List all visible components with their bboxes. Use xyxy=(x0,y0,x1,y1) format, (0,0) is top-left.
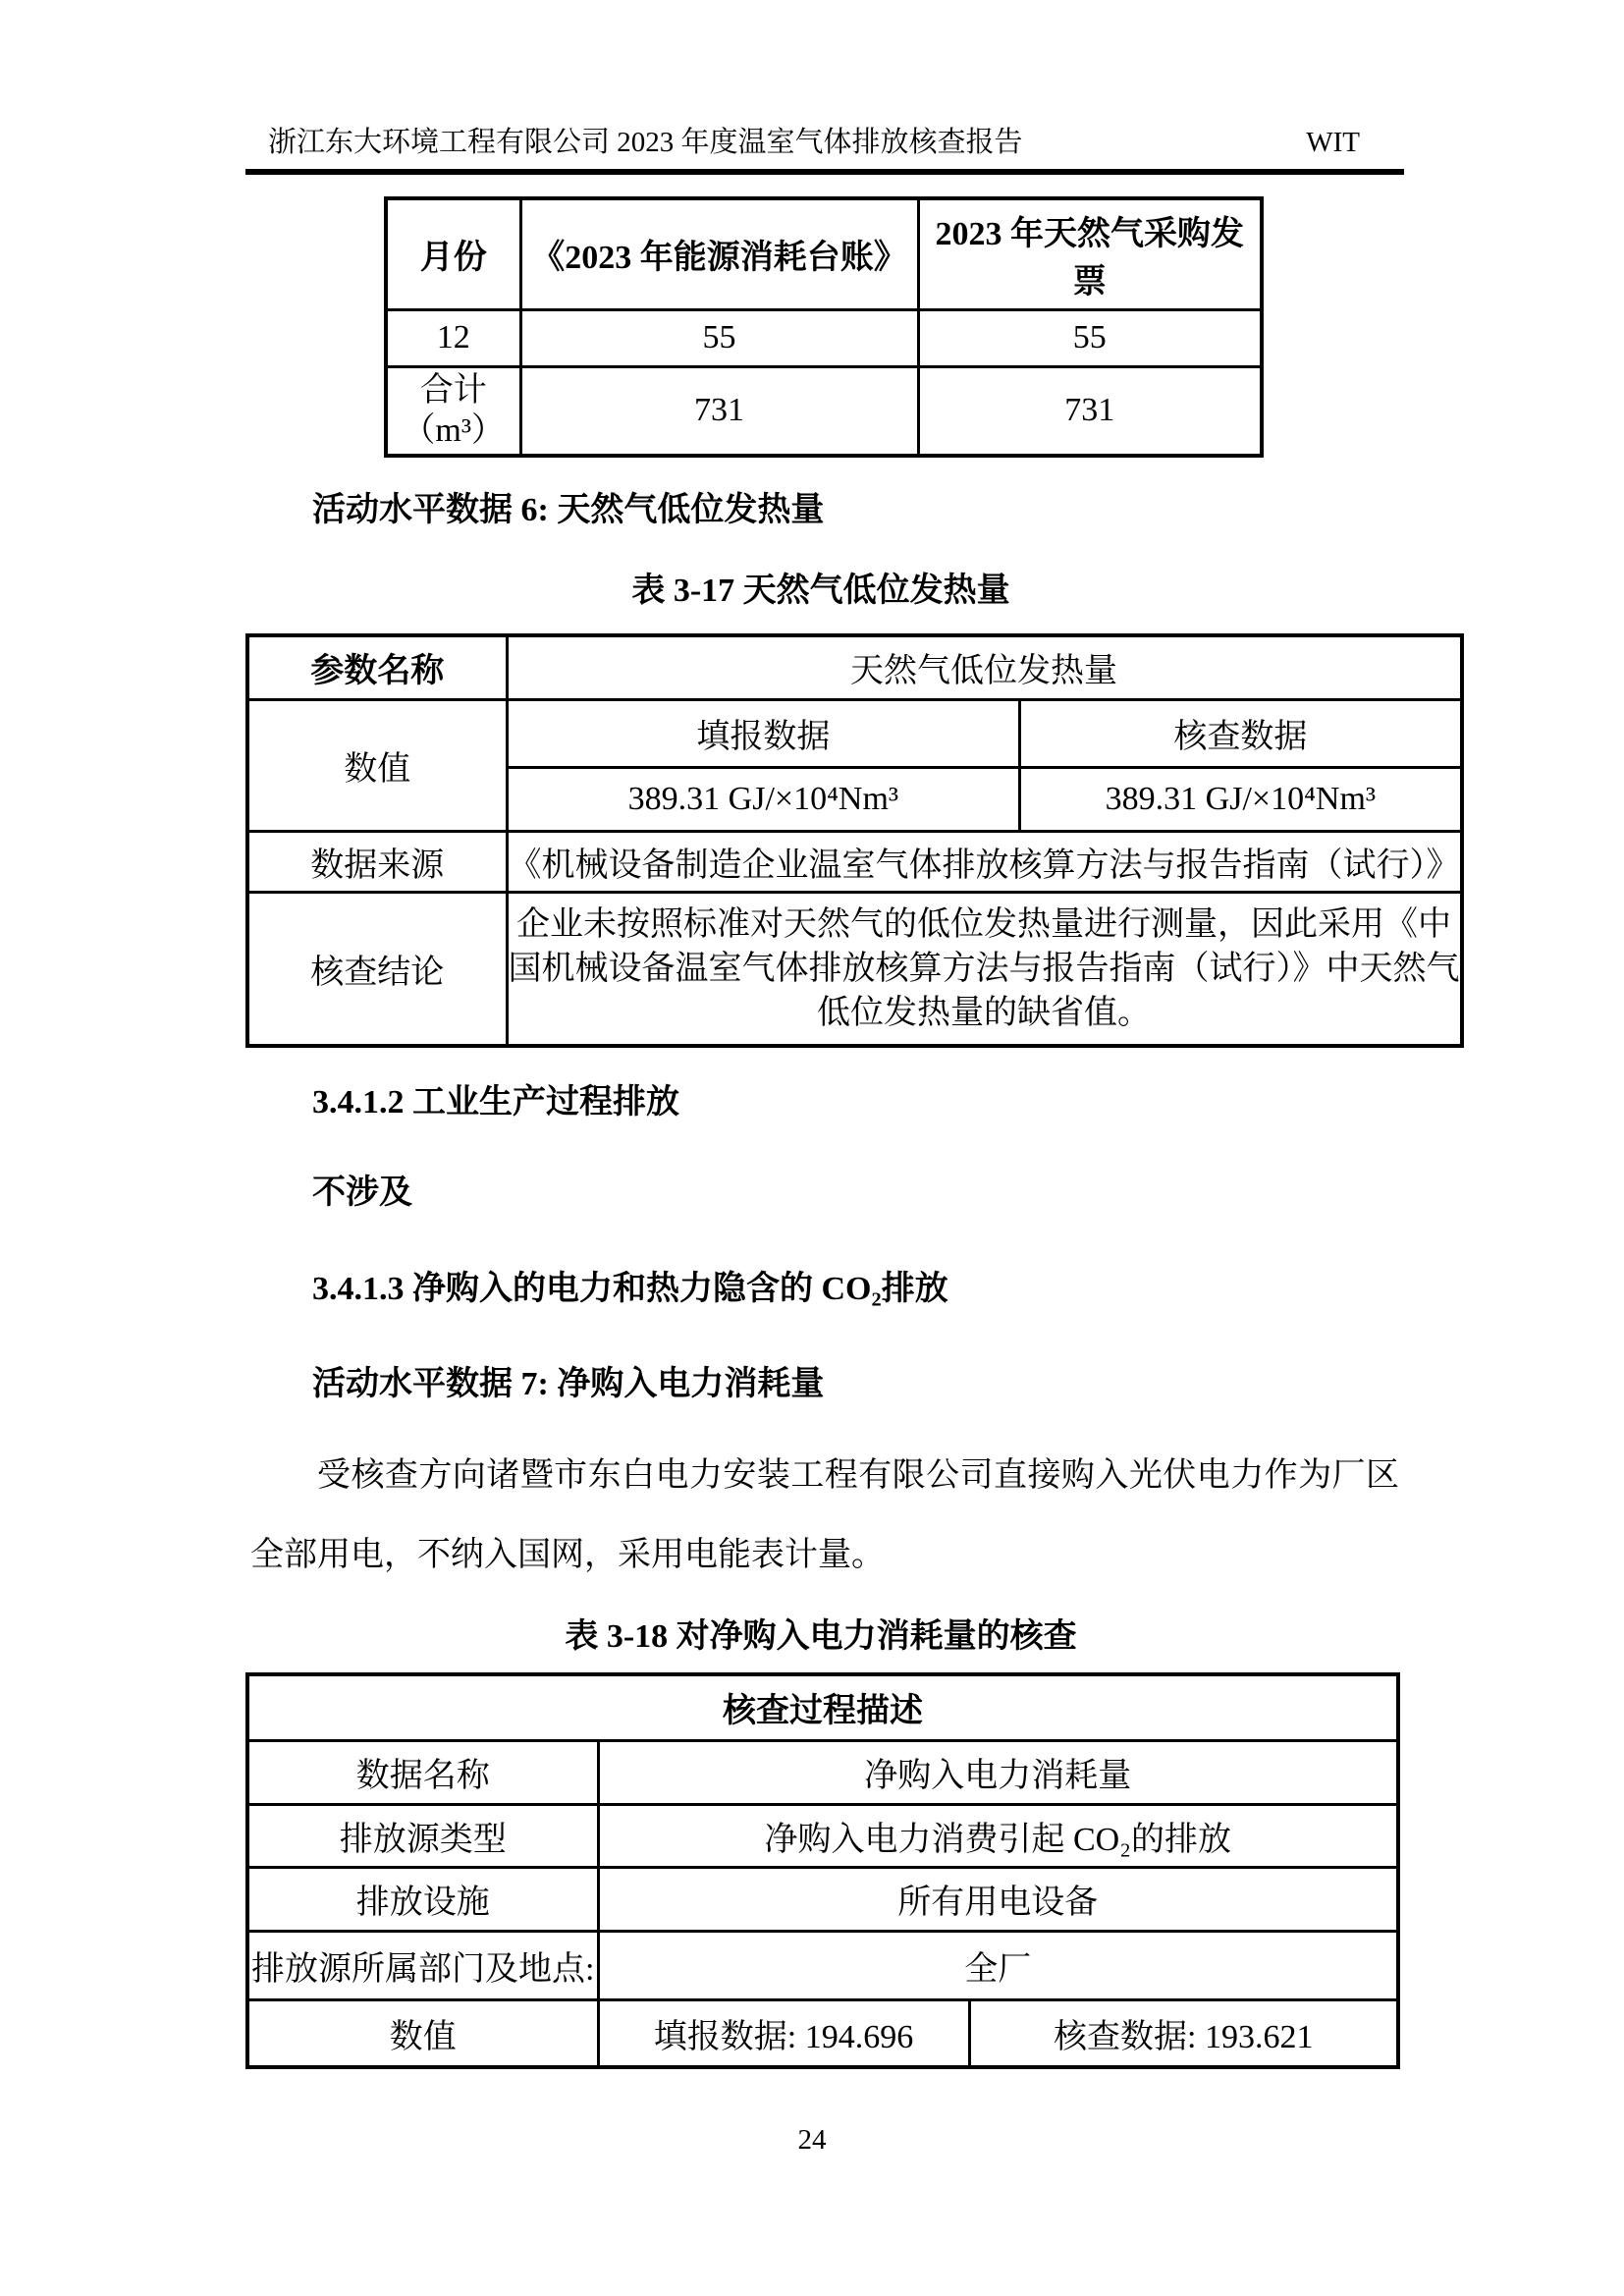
t18-label-source-type: 排放源类型 xyxy=(247,1804,598,1867)
invoice-col-header: 2023 年天然气采购发票 xyxy=(918,198,1262,309)
table-3-17 xyxy=(245,633,1464,1048)
t18-verified-value: 核查数据: 193.621 xyxy=(969,1999,1398,2067)
table18-caption: 表 3-18 对净购入电力消耗量的核查 xyxy=(565,1618,1077,1655)
t18-row-data-name xyxy=(247,1740,1398,1804)
t17-param-label: 参数名称 xyxy=(247,635,507,699)
t18-value-source-type: 净购入电力消费引起 CO₂的排放 xyxy=(598,1804,1398,1867)
t18-row-values xyxy=(247,1999,1398,2067)
t18-value-data-name: 净购入电力消耗量 xyxy=(598,1740,1398,1804)
wit-logo: WIT xyxy=(1306,127,1360,158)
month-table-header-row xyxy=(386,198,1262,309)
t18-reported-value: 填报数据: 194.696 xyxy=(598,1999,969,2067)
t18-row-facility xyxy=(247,1867,1398,1931)
t17-param-value: 天然气低位发热量 xyxy=(507,635,1462,699)
t17-subheader-row xyxy=(247,699,1462,767)
t17-value-label: 数值 xyxy=(247,699,507,831)
t17-source-value: 《机械设备制造企业温室气体排放核算方法与报告指南（试行）》 xyxy=(507,831,1462,892)
t18-title: 核查过程描述 xyxy=(247,1674,1398,1740)
t17-param-row xyxy=(247,635,1462,699)
month-table-row-12 xyxy=(386,309,1262,366)
total-label-cell xyxy=(386,366,520,456)
page-number: 24 xyxy=(797,2124,827,2156)
total-invoice-cell: 731 xyxy=(918,366,1262,456)
t18-value-department: 全厂 xyxy=(598,1931,1398,1999)
total-ledger-cell: 731 xyxy=(520,366,918,456)
t17-reported-header: 填报数据 xyxy=(507,699,1020,767)
heading-3412: 3.4.1.2 工业生产过程排放 xyxy=(312,1084,679,1121)
invoice-cell: 55 xyxy=(918,309,1262,366)
t17-conclusion-label: 核查结论 xyxy=(247,892,507,1046)
t17-conclusion-row xyxy=(247,892,1462,1046)
month-table-total-row xyxy=(386,366,1262,456)
t18-label-data-name: 数据名称 xyxy=(247,1740,598,1804)
t17-source-row xyxy=(247,831,1462,892)
t17-verified-value: 389.31 GJ/×10⁴Nm³ xyxy=(1020,767,1462,831)
page-header xyxy=(268,120,1360,160)
total-label-line1: 合计 xyxy=(419,372,487,410)
body-paragraph: 受核查方向诸暨市东白电力安装工程有限公司直接购入光伏电力作为厂区全部用电，不纳入国网，采用电能表计量。 xyxy=(250,1457,1399,1573)
header-rule xyxy=(245,169,1404,175)
t18-title-row xyxy=(247,1674,1398,1740)
t18-label-department: 排放源所属部门及地点: xyxy=(247,1931,598,1999)
activity7-heading: 活动水平数据 7: 净购入电力消耗量 xyxy=(312,1366,825,1402)
table-3-18 xyxy=(245,1672,1400,2069)
ledger-cell: 55 xyxy=(520,309,918,366)
t18-value-facility: 所有用电设备 xyxy=(598,1867,1398,1931)
month-table xyxy=(384,196,1264,458)
t17-verified-header: 核查数据 xyxy=(1020,699,1462,767)
month-col-header: 月份 xyxy=(386,198,520,309)
header-title: 浙江东大环境工程有限公司 2023 年度温室气体排放核查报告 xyxy=(268,127,1023,158)
t17-source-label: 数据来源 xyxy=(247,831,507,892)
month-cell: 12 xyxy=(386,309,520,366)
table17-caption: 表 3-17 天然气低位发热量 xyxy=(631,573,1010,609)
t17-conclusion-value: 企业未按照标准对天然气的低位发热量进行测量，因此采用《中国机械设备温室气体排放核算方法与报告指南（试行）》中天然气低位发热量的缺省值。 xyxy=(507,892,1462,1046)
t18-row-department xyxy=(247,1931,1398,1999)
ledger-col-header: 《2023 年能源消耗台账》 xyxy=(520,198,918,309)
t18-row-source-type xyxy=(247,1804,1398,1867)
heading-3413: 3.4.1.3 净购入的电力和热力隐含的 CO₂排放 xyxy=(312,1271,948,1307)
total-label-line2: （m³） xyxy=(402,412,506,450)
activity6-heading: 活动水平数据 6: 天然气低位发热量 xyxy=(312,492,825,528)
t18-label-facility: 排放设施 xyxy=(247,1867,598,1931)
t18-value-label: 数值 xyxy=(247,1999,598,2067)
not-involved-text: 不涉及 xyxy=(312,1175,412,1211)
t17-reported-value: 389.31 GJ/×10⁴Nm³ xyxy=(507,767,1020,831)
